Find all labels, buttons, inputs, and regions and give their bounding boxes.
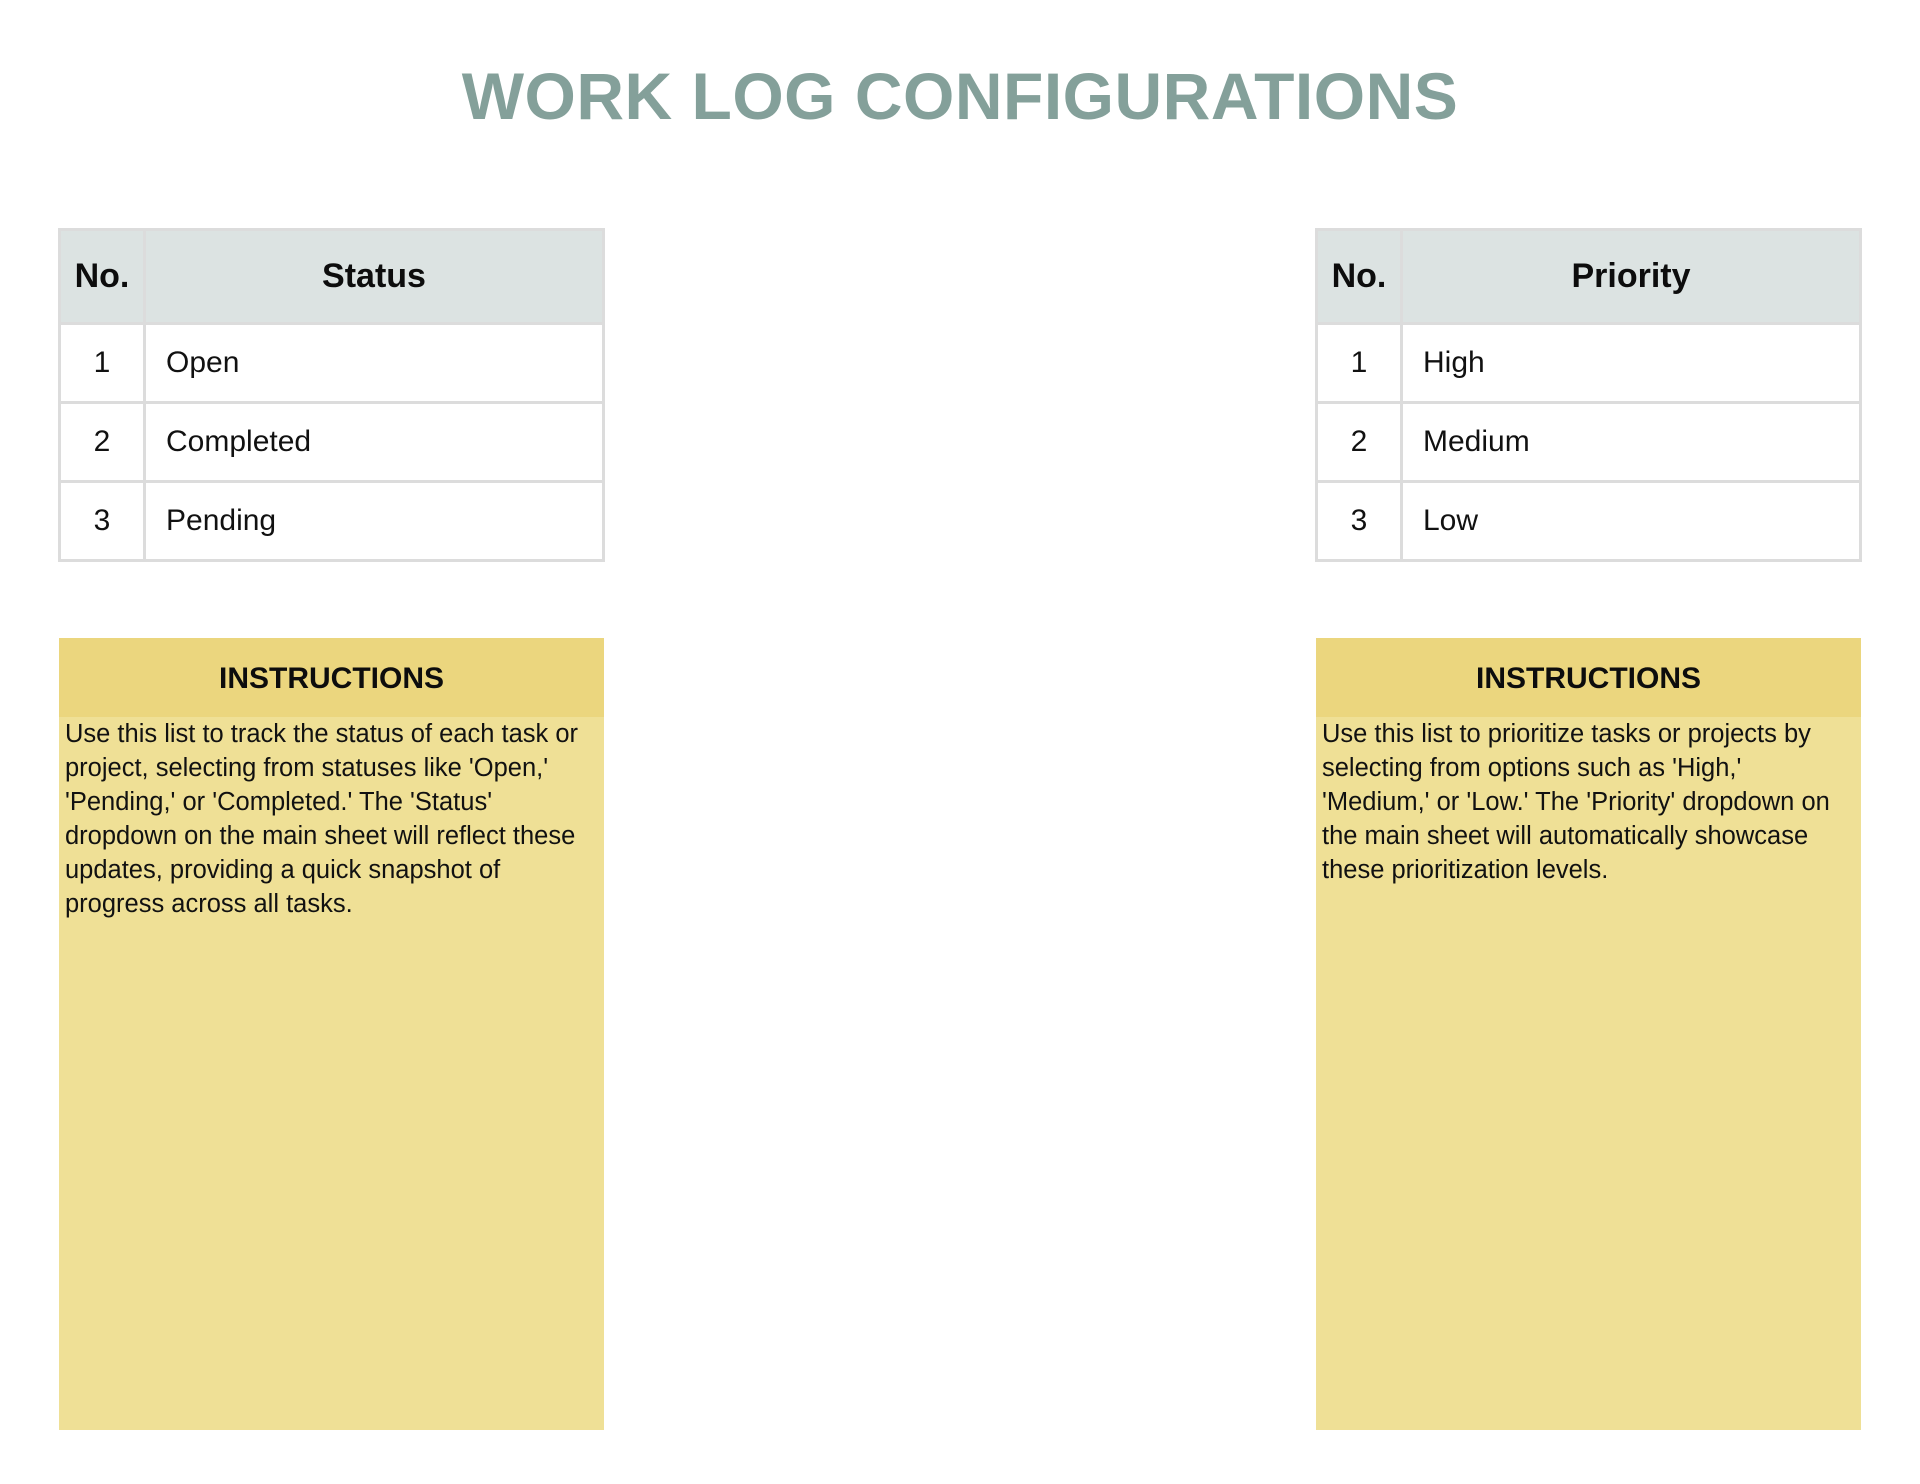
priority-header-priority: Priority <box>1402 230 1861 324</box>
status-row-value[interactable]: Completed <box>145 403 604 482</box>
priority-instructions-text: Use this list to prioritize tasks or projects by selecting from options such as 'High,' 'Medium,' or 'Low.' The 'Priority' dropdown on the main sheet will automatically showcase these prioritization levels. <box>1322 720 1830 884</box>
status-row-number[interactable]: 3 <box>60 482 145 561</box>
table-row <box>1317 403 1861 482</box>
table-row <box>1317 324 1861 403</box>
priority-table <box>1315 228 1862 562</box>
table-row <box>60 482 604 561</box>
table-row <box>60 403 604 482</box>
priority-instructions-panel <box>1316 638 1861 1430</box>
priority-table-header-row <box>1317 230 1861 324</box>
status-table <box>58 228 605 562</box>
status-row-value[interactable]: Pending <box>145 482 604 561</box>
priority-row-number[interactable]: 1 <box>1317 324 1402 403</box>
priority-row-value[interactable]: Medium <box>1402 403 1861 482</box>
priority-row-value[interactable]: High <box>1402 324 1861 403</box>
table-row <box>1317 482 1861 561</box>
status-row-number[interactable]: 1 <box>60 324 145 403</box>
status-table-header-row <box>60 230 604 324</box>
status-row-value[interactable]: Open <box>145 324 604 403</box>
table-row <box>60 324 604 403</box>
status-instructions-title: INSTRUCTIONS <box>59 638 604 717</box>
status-header-status: Status <box>145 230 604 324</box>
status-row-number[interactable]: 2 <box>60 403 145 482</box>
priority-row-number[interactable]: 3 <box>1317 482 1402 561</box>
status-instructions-text: Use this list to track the status of each task or project, selecting from statuses like 'Open,' 'Pending,' or 'Completed.' The 'Status' dropdown on the main sheet will reflect these updates, providing a quick snapshot of progress across all tasks. <box>65 720 579 918</box>
page-title: WORK LOG CONFIGURATIONS <box>461 59 1459 133</box>
status-instructions-panel <box>59 638 604 1430</box>
priority-instructions-title: INSTRUCTIONS <box>1316 638 1861 717</box>
status-header-no: No. <box>60 230 145 324</box>
priority-row-value[interactable]: Low <box>1402 482 1861 561</box>
priority-row-number[interactable]: 2 <box>1317 403 1402 482</box>
priority-header-no: No. <box>1317 230 1402 324</box>
